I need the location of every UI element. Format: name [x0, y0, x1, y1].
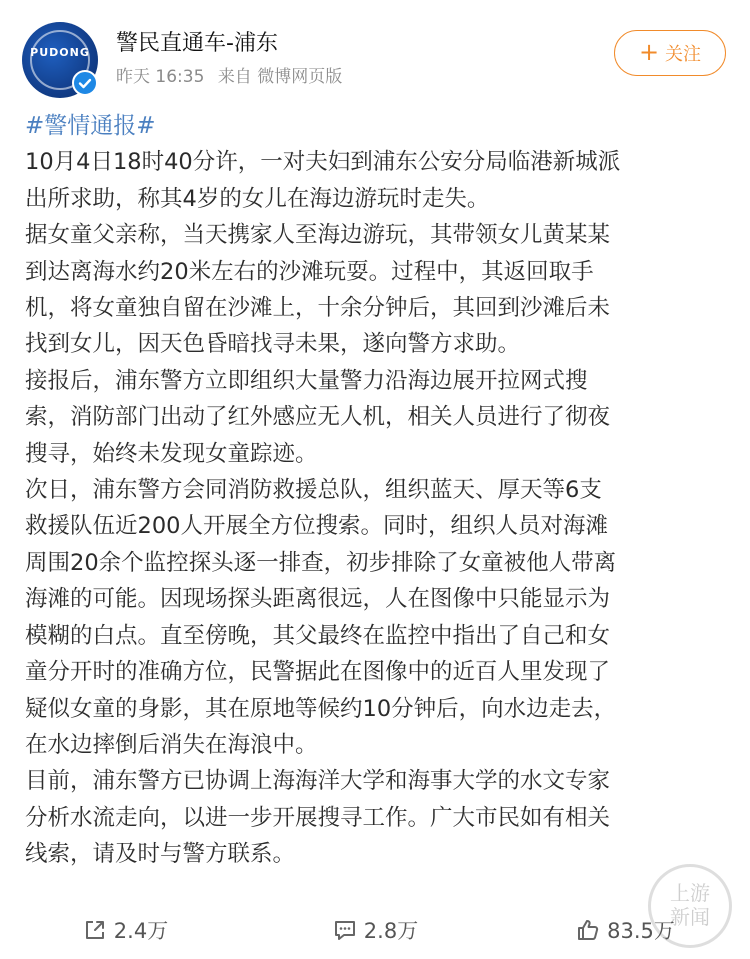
repost-icon	[82, 917, 108, 943]
action-bar	[0, 900, 750, 959]
plus-icon: +	[638, 38, 660, 66]
post-meta	[116, 62, 350, 87]
post-paragraph: 据女童父亲称，当天携家人至海边游玩，其带领女儿黄某某 到达离海水约20米左右的沙滩玩耍。过程中，其返回取手 机，将女童独自留在沙滩上，十余分钟后，其回到沙滩后未 找到女儿，因天色昏暗找寻未果，遂向警方求助。	[25, 222, 611, 358]
follow-label: 关注	[665, 44, 702, 65]
author-name[interactable]: 警民直通车-浦东	[116, 31, 278, 56]
post-paragraph: 10月4日18时40分许，一对夫妇到浦东公安分局临港新城派 出所求助，称其4岁的女儿在海边游玩时走失。	[25, 149, 621, 212]
verified-badge-icon	[72, 70, 98, 96]
post-paragraph: 次日，浦东警方会同消防救援总队，组织蓝天、厚天等6支 救援队伍近200人开展全方位搜索。同时，组织人员对海滩 周围20余个监控探头逐一排查，初步排除了女童被他人带离 海滩的可能。因现场探头距离很远，人在图像中只能显示为 模糊的白点。直至傍晚，其父最终在监控中指出了自己和女 童分开时的准确方位，民警据此在图像中的近百人里发现了 疑似女童的身影，其在原地等候约10分钟后，向水边走去， 在水边摔倒后消失在海浪中。	[25, 477, 617, 758]
watermark-line1: 上游	[670, 881, 710, 905]
post-time: 昨天 16:35	[116, 67, 205, 87]
post-paragraph: 接报后，浦东警方立即组织大量警力沿海边展开拉网式搜 索，消防部门出动了红外感应无人机，相关人员进行了彻夜 搜寻，始终未发现女童踪迹。	[25, 367, 611, 467]
comment-button[interactable]	[250, 915, 500, 945]
hashtag-link[interactable]: #警情通报#	[25, 113, 156, 139]
like-button[interactable]	[500, 915, 750, 945]
post-content	[25, 108, 725, 873]
follow-button[interactable]	[614, 30, 726, 76]
comment-icon	[332, 917, 358, 943]
post-source: 来自 微博网页版	[217, 67, 343, 87]
thumbs-up-icon	[575, 917, 601, 943]
post-paragraph: 目前，浦东警方已协调上海海洋大学和海事大学的水文专家 分析水流走向，以进一步开展搜寻工作。广大市民如有相关 线索，请及时与警方联系。	[25, 768, 611, 868]
comment-count: 2.8万	[363, 918, 419, 943]
post-header	[0, 0, 750, 100]
repost-count: 2.4万	[113, 918, 169, 943]
like-count: 83.5万	[607, 918, 675, 943]
avatar-logo-text: PUDONG	[30, 46, 90, 59]
watermark-line2: 新闻	[670, 905, 710, 929]
repost-button[interactable]	[0, 915, 250, 945]
